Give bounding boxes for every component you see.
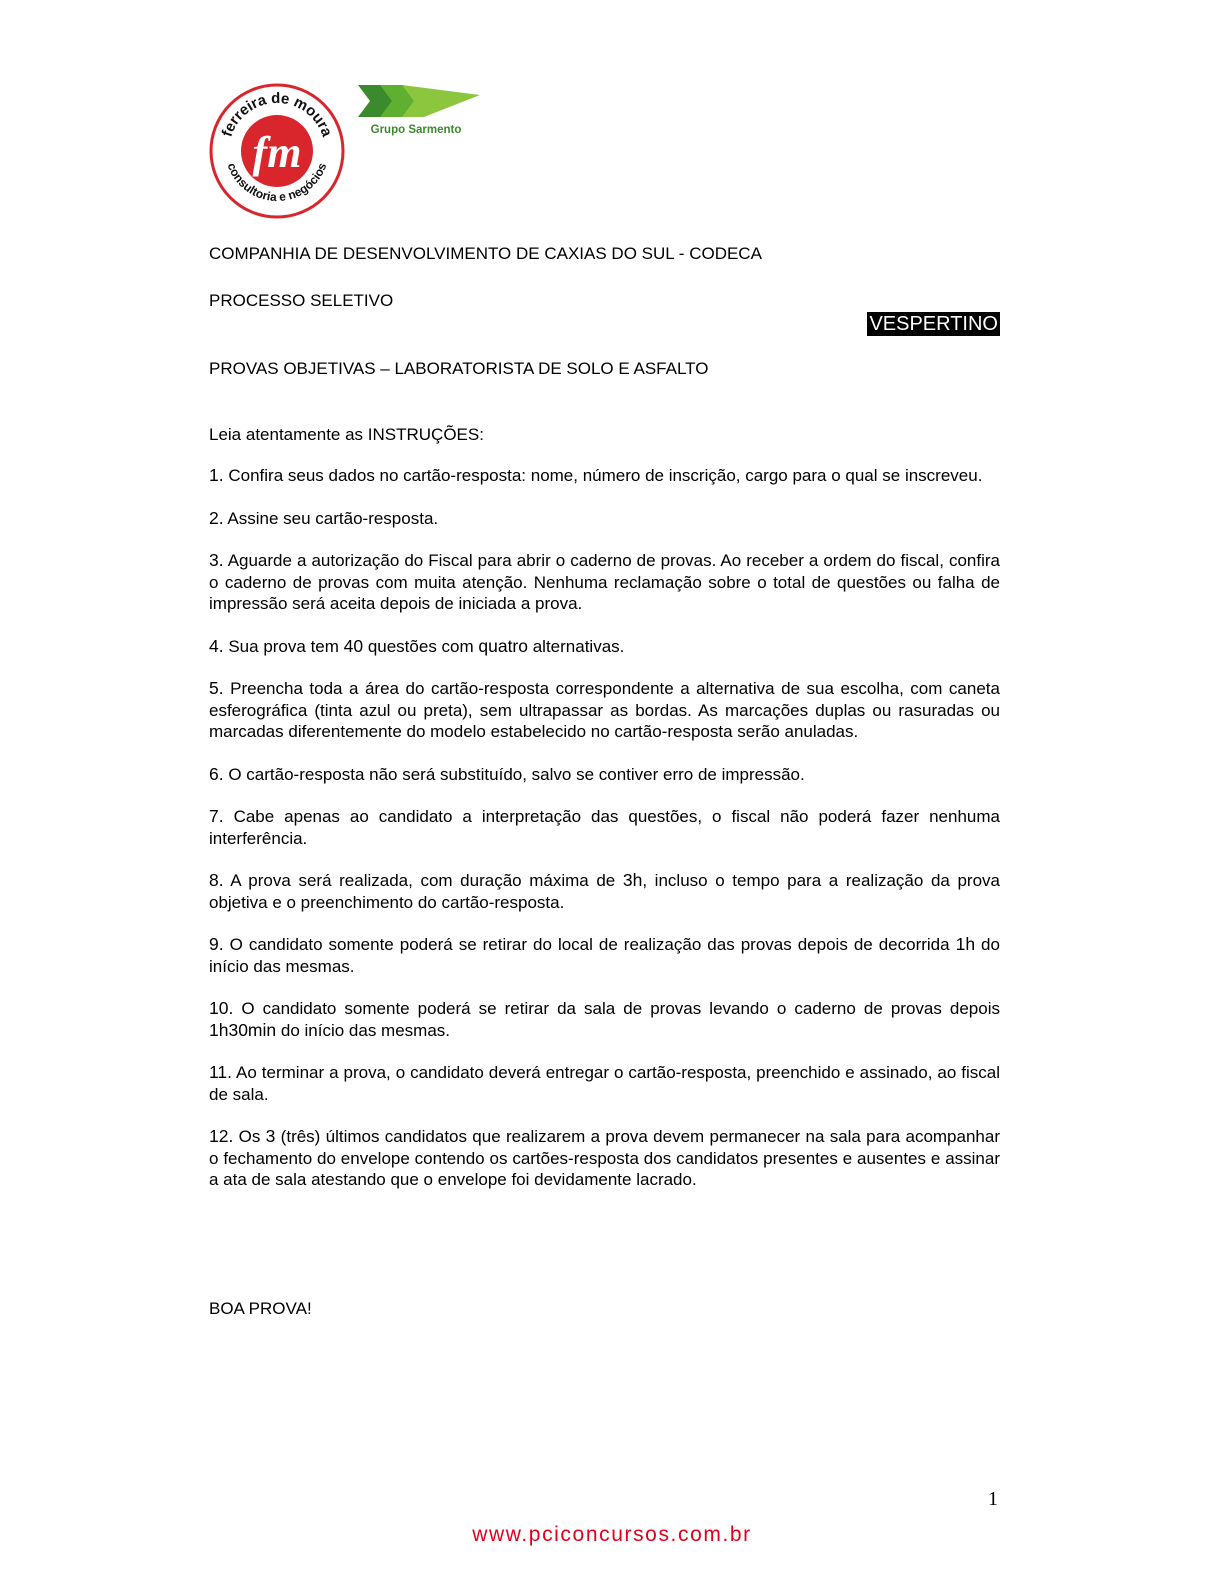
instruction-item	[209, 508, 1000, 530]
instruction-item	[209, 806, 1000, 849]
instruction-number: 1.	[209, 465, 224, 485]
shift-badge: VESPERTINO	[869, 313, 998, 335]
instructions-list	[209, 465, 1000, 1191]
instruction-text: questões com	[363, 636, 479, 656]
instructions-heading: Leia atentamente as INSTRUÇÕES:	[209, 425, 484, 444]
instruction-text: Cabe apenas ao candidato a interpretação das questões, o fiscal não poderá fazer nenhuma interferência.	[209, 807, 1000, 848]
instruction-text: Confira seus dados no cartão-resposta: nome, número de inscrição, cargo para o qual se inscreveu.	[228, 466, 983, 485]
instruction-number: 3.	[209, 550, 224, 570]
instruction-text: Os	[238, 1127, 266, 1146]
instruction-text: do início das mesmas.	[209, 935, 1000, 976]
instruction-number: 11.	[209, 1062, 233, 1082]
instruction-text: Preencha toda a área do cartão-resposta correspondente a alternativa de sua escolha, com caneta esferográfica (tinta azul ou preta), sem ultrapassar as bordas. As marcações duplas ou rasuradas ou marcadas diferentemente do modelo estabelecido no cartão-resposta serão anuladas.	[209, 679, 1000, 741]
instruction-item	[209, 1062, 1000, 1105]
fm-ring-top-text: ferreira de moura	[218, 89, 336, 140]
instruction-text: alternativas.	[528, 636, 625, 656]
grupo-sarmento-logo	[358, 83, 482, 137]
instruction-item	[209, 998, 1000, 1041]
instruction-item	[209, 1126, 1000, 1191]
closing-text: BOA PROVA!	[209, 1299, 312, 1318]
instruction-item	[209, 465, 1000, 487]
instruction-number: 2.	[209, 507, 224, 528]
instruction-highlight: 1h30min	[209, 1019, 277, 1040]
footer-url: www.pciconcursos.com.br	[472, 1523, 752, 1546]
instruction-number: 10.	[209, 998, 234, 1018]
exam-title: PROVAS OBJETIVAS – LABORATORISTA DE SOLO E ASFALTO	[209, 359, 709, 378]
fm-initials: fm	[252, 128, 302, 177]
instruction-item	[209, 678, 1000, 743]
instruction-highlight: quatro	[478, 635, 528, 656]
instruction-text: A prova será realizada, com duração máxima de	[230, 871, 623, 890]
instruction-highlight: 1h	[955, 934, 976, 954]
company-title: COMPANHIA DE DESENVOLVIMENTO DE CAXIAS DO SUL - CODECA	[209, 244, 762, 263]
instruction-number: 9.	[209, 934, 224, 954]
instruction-text: Ao terminar a prova, o candidato deverá entregar o cartão-resposta, preenchido e assinado, ao fiscal de sala.	[209, 1063, 1000, 1104]
instruction-text: O candidato somente poderá se retirar da sala de provas levando o caderno de provas depois	[241, 999, 1000, 1018]
instruction-text: (três) últimos candidatos que realizarem a prova devem permanecer na sala para acompanhar o fechamento do envelope contendo os cartões-resposta dos candidatos presentes e ausentes e assinar a ata de sala atestando que o envelope foi devidamente lacrado.	[209, 1127, 1000, 1189]
instruction-number: 4.	[209, 635, 224, 656]
instruction-text: do início das mesmas.	[276, 1020, 450, 1040]
instruction-number: 6.	[209, 763, 224, 784]
instruction-highlight: 40	[343, 635, 364, 656]
instruction-number: 8.	[209, 870, 224, 890]
instruction-number: 5.	[209, 678, 224, 698]
instruction-item	[209, 934, 1000, 977]
instruction-text: Aguarde a autorização do Fiscal para abrir o caderno de provas. Ao receber a ordem do fiscal, confira o caderno de provas com muita atenção. Nenhuma reclamação sobre o total de questões ou falha de impressão será aceita depois de iniciada a prova.	[209, 551, 1000, 613]
instruction-number: 12.	[209, 1126, 234, 1146]
fm-ring-bottom-text: consultoria e negócios	[224, 160, 330, 205]
ferreira-de-moura-logo	[207, 83, 347, 219]
instruction-text: Assine seu cartão-resposta.	[227, 508, 439, 528]
instruction-item	[209, 870, 1000, 913]
instruction-highlight: 3h	[622, 870, 643, 890]
instruction-text: O cartão-resposta não será substituído, salvo se contiver erro de impressão.	[228, 764, 805, 784]
sarmento-name: Grupo Sarmento	[370, 124, 462, 136]
instruction-text: Sua prova tem	[228, 636, 344, 656]
instruction-item	[209, 764, 1000, 786]
instruction-text: , incluso o tempo para a realização da prova objetiva e o preenchimento do cartão-resposta.	[209, 871, 1000, 912]
instruction-highlight: 3	[265, 1126, 276, 1146]
instruction-item	[209, 550, 1000, 615]
instruction-text: O candidato somente poderá se retirar do local de realização das provas depois de decorrida	[229, 935, 956, 954]
instruction-item	[209, 636, 1000, 658]
page-number: 1	[988, 1488, 998, 1510]
process-title: PROCESSO SELETIVO	[209, 291, 394, 310]
instruction-number: 7.	[209, 806, 224, 826]
